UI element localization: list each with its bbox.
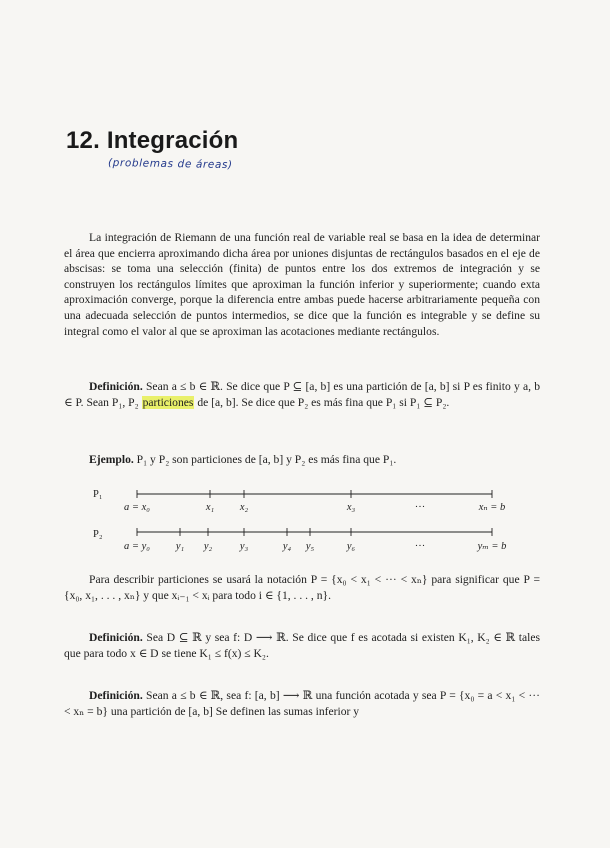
p2-label: P₂ bbox=[93, 529, 103, 540]
tick-label: y₂ bbox=[203, 541, 213, 552]
p1-ticks bbox=[124, 490, 505, 513]
tick-label: y₃ bbox=[239, 541, 249, 552]
handwritten-note: (problemas de áreas) bbox=[107, 156, 233, 172]
tick-label: x₂ bbox=[239, 502, 249, 513]
tick-label: y₆ bbox=[346, 541, 356, 552]
tick-label: yₘ = b bbox=[477, 541, 507, 552]
highlighted-word: particiones bbox=[142, 395, 194, 409]
example-label: Ejemplo. bbox=[89, 453, 134, 466]
p1-label: P₁ bbox=[93, 489, 103, 500]
definition-text: Sean a ≤ b ∈ ℝ, sea f: [a, b] ⟶ ℝ una función acotada y sea P = {x₀ = a < x₁ < ··· < xₙ = b} una partición de [a, b] Se definen las sumas inferior y bbox=[64, 689, 540, 718]
definition-text-2: de [a, b]. Se dice que P₂ es más fina que P₁ si P₁ ⊆ P₂. bbox=[194, 395, 450, 409]
chapter-title: 12. Integración bbox=[66, 127, 239, 154]
tick-label: a = x₀ bbox=[124, 502, 150, 513]
definition-label: Definición. bbox=[89, 631, 143, 644]
intro-paragraph: La integración de Riemann de una función real de variable real se basa en la idea de determinar el área que encierra aproximando dicha área por uniones disjuntas de rectángulos basados en el eje de abscisas: se toma una selección (finita) de puntos entre los dos extremos de integración y se construyen los rectángulos límites que aproximan la función inferior y superiormente; cuando exta aproximación converge, porque la diferencia entre ambas puede hacerse arbitrariamente pequeña con una adecuada selección de puntos intermedios, se dice que la función es integrable y se define su integral como el valor al que se aproximan las acotaciones mediante rectángulos. bbox=[64, 231, 540, 338]
definition-text: Sea D ⊆ ℝ y sea f: D ⟶ ℝ. Se dice que f es acotada si existen K₁, K₂ ∈ ℝ tales que para todo x ∈ D se tiene K₁ ≤ f(x) ≤ K₂. bbox=[64, 631, 540, 660]
tick-label: x₁ bbox=[205, 502, 215, 513]
tick-label: a = y₀ bbox=[124, 541, 150, 552]
tick-label: y₄ bbox=[282, 541, 292, 552]
tick-label: x₃ bbox=[346, 502, 356, 513]
notation-paragraph: Para describir particiones se usará la notación P = {x₀ < x₁ < ··· < xₙ} para significar que P = {x₀, x₁, . . . , xₙ} y que xᵢ₋₁ < xᵢ para todo i ∈ {1, . . . , n}. bbox=[64, 573, 540, 602]
definition-label: Definición. bbox=[89, 689, 143, 702]
definition-text-1: Sean a ≤ b ∈ ℝ. Se dice que P ⊆ [a, b] es una partición de [a, b] si P es finito y a, b ∈ P. Sean P₁, P₂ bbox=[64, 380, 540, 409]
tick-label: y₁ bbox=[175, 541, 185, 552]
example-text: P₁ y P₂ son particiones de [a, b] y P₂ es más fina que P₁. bbox=[136, 453, 397, 466]
tick-label: xₙ = b bbox=[478, 502, 506, 513]
definition-label: Definición. bbox=[89, 380, 143, 393]
tick-label: y₅ bbox=[305, 541, 315, 552]
tick-label: ··· bbox=[414, 502, 426, 513]
definition-sums bbox=[64, 688, 540, 719]
definition-bounded bbox=[64, 630, 540, 661]
tick-label: ··· bbox=[414, 541, 426, 552]
